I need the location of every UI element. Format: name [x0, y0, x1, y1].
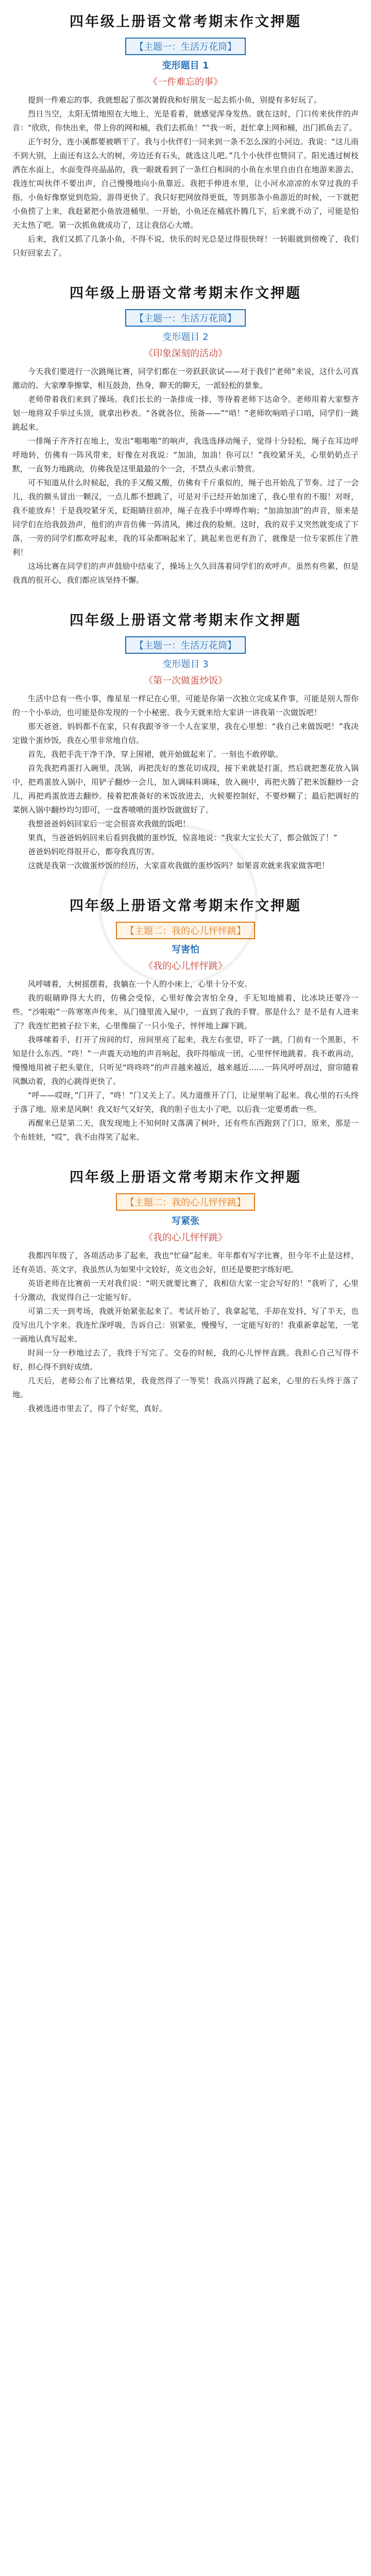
paragraph: 生活中总有一些小事，像星星一样记在心里，可能是你第一次独立完成某件事，可能是别人帮你的一个小举动，也可能是你发现的一个小秘密。我今天就来给大家讲一讲我第一次做饭吧！ — [12, 694, 359, 717]
essay-title: 《印象深刻的活动》 — [144, 348, 227, 359]
paragraph: 爸爸妈妈吃得很开心，都夸我真厉害。 — [28, 847, 160, 856]
paragraph: 几天后，老师公布了比赛结果，我竟然得了一等奖！我高兴得跳了起来，心里的石头终于落了地。 — [12, 1376, 359, 1399]
section-heading: 四年级上册语文常考期末作文押题 — [70, 613, 301, 629]
paragraph: 后来，我们又抓了几条小鱼，不得不说，快乐的时光总是过得很快呀！一转眼就到傍晚了，我们只好回家去了。 — [12, 234, 359, 258]
paragraph: 风呼啸着，大树摇摆着，我躺在一个人的小床上，心里十分不安。 — [28, 979, 252, 989]
section-heading: 四年级上册语文常考期末作文押题 — [70, 14, 301, 30]
paragraph: “呼——哎呀，”门开了，“咚！”门又关上了。风力道推开了门，让屋里响了起来。我心里的石头终于落了地。原来是风啊！我又好气又好笑，我的胆子也太小了吧，以后我一定要勇敢一些。 — [12, 1091, 359, 1114]
essay-section-4 — [12, 894, 359, 1144]
paragraph: 可第二天一到考场，我就开始紧张起来了。考试开始了，我拿起笔，手却在发抖，写了半天，也没写出几个字来。我连忙深呼吸，告诉自己：别紧张，慢慢写，一定能写好的！我重新拿起笔，一笔一画地认真写起来。 — [12, 1307, 359, 1344]
theme-tag: 【主题一：生活万花筒】 — [125, 38, 246, 55]
paragraph: 我的眼睛睁得大大的，仿佛会受惊，心里好像会害怕全身，手无知地捕着，比冰块还要冷一些。“沙啦啦”一阵寒寒声传来，从门缝里流入屋中，一直到了我的手臂。那是什么？是不是有人进来了？我连忙把被子拉下来，心里像揣了一只小兔子，怦怦地上蹿下跳。 — [12, 993, 359, 1030]
paragraph: 首先我把鸡蛋打入碗里，洗锅，再把洗好的葱花切成段，接下来就是打蛋，然后就把葱花放入锅中，把鸡蛋放入锅中，用铲子翻炒一会儿，加入调味料调味，放入碗中，再把火腾了把米饭翻炒一会儿，再把鸡蛋放进去翻炒。接着把准备好的米饭放进去，火候要控制好，不要炒糊了；最后把调好的菜倒入锅中翻炒均匀即可，一盘香喷喷的蛋炒饭就做好了。 — [12, 764, 359, 815]
variant-label: 变形题目 3 — [162, 659, 209, 670]
theme-tag: 【主题二：我的心儿怦怦跳】 — [116, 922, 255, 939]
variant-label: 写紧张 — [172, 1216, 199, 1227]
theme-tag: 【主题一：生活万花筒】 — [125, 309, 246, 327]
essay-title: 《一件难忘的事》 — [148, 77, 223, 88]
paragraph: 烈日当空，太阳无情地照在大地上，光是看着，就感觉浑身发热。就在这时，门口传来伙伴的声音：“欣欣，你快出来，带上你的网和桶，我们去抓鱼！”“我一听，赶忙拿上网和桶，出门抓鱼去了。 — [12, 109, 359, 132]
essay-section-3 — [12, 609, 359, 873]
essay-title: 《第一次做蛋炒饭》 — [144, 675, 227, 686]
paragraph: 正午时分，连小溪都要被晒干了。我与小伙伴们一同来到一条不怎么深的小河边。我说：“这儿雨不到大别，上面还有这么大的树，旁边还有石头，就选这儿吧。”几个小伙伴也赞同了。阳光透过树枝洒在水面上，水面变得亮晶晶的，我一眼就看到了一条红白相间的小鱼在水里自由自在地游来游去，我连忙叫伙伴不要出声，自己慢慢地向小鱼靠近。我把手伸进水里，让小河水凉凉的水穿过我的手指，小鱼好像察觉到危险，游得更快了。我只好把网放得更低，等到那条小鱼游近的时候，一下就把小鱼捞了上来，我赶紧把小鱼放进桶里。一开始，小鱼还在桶底扑腾几下，后来就不动了，可能是怕天太热了吧。第一次抓鱼就成功了，这让我信心大增。 — [12, 137, 359, 230]
essay-section-2 — [12, 282, 359, 587]
paragraph: 英语老师在比赛前一天对我们说：“明天就要比赛了，我相信大家一定会写好的！”我听了，心里十分激动，我觉得自己一定能写好。 — [12, 1279, 359, 1302]
paragraph: 我想爸爸妈妈回家后一定会很喜欢我做的饭吧！ — [28, 819, 191, 828]
theme-tag: 【主题一：生活万花筒】 — [125, 636, 246, 654]
paragraph: 我都四年级了，各项活动多了起来，我也“忙碌”起来。年年都有写字比赛，但今年不止是这样，还有英语、英文字，我虽然认为如果中文较好，英文也会好，但还是要把字练好吧。 — [12, 1251, 359, 1274]
paragraph: 那天爸爸、妈妈都不在家，只有我跟爷爷一个人在家里，我在心里想：“我自己来做饭吧！”我决定做个蛋炒饭，我在心里非常地自信。 — [12, 722, 359, 745]
paragraph: 我哆嗦着手，打开了房间的灯，房间里亮了起来，我左右张望，吓了一跳，门前有一个黑影，不知是什么东西。“咚！”一声震天动地的声音响起，我吓得缩成一团，心里怦怦地跳着。我不敢再动，慢慢地用被子把头蒙住，只听见“咚咚咚”的声音越来越近，越来越近……一阵风呼呼刮过，窗帘随着风飘动着，我的心跳得更快了。 — [12, 1035, 359, 1086]
paragraph: 我被选进市里去了，得了个好奖，真好。 — [28, 1404, 167, 1413]
essay-section-1 — [12, 10, 359, 260]
paragraph: 可不知道从什么时候起，我的手又酸又酸，仿佛有千斤重似的，绳子也开始乱了节奏。过了一会儿，我的额头冒出一颗汉，一点儿都不想跳了，可是对手已经开始加速了，我心里有的不服！对呀，我不能放弃！于是我咬紧牙关，眨眼睛往前冲，绳子在我手中哗哗作响；“加油加油”的声音，原来是同学们在给我鼓劲声，他们的声音仿佛一阵清风，拂过我的脸颊。这时，我的双手又突然就变成了下落，一旁的同学们都欢呼起来，我的耳朵都响起来了，跳起来也更有劲了，就像是一位专家抓住了胜利！ — [12, 478, 359, 557]
essay-title: 《我的心儿怦怦跳》 — [144, 961, 227, 972]
variant-label: 变形题目 2 — [162, 332, 209, 343]
paragraph: 今天我们要进行一次跳绳比赛，同学们都在一旁跃跃欲试——对于我们“老师”来说，这什么可真激动的。大家摩拳擦掌，相互鼓劲，热身，聊天的聊天，一派轻松的景象。 — [12, 367, 359, 390]
paragraph: 提到一件难忘的事，我就想起了那次暑假我和好朋友一起去抓小鱼，别提有多好玩了。 — [28, 95, 322, 105]
paragraph: 果真，当爸爸妈妈回来后看到我做的蛋炒饭，惊喜地说：“我家大宝长大了，都会做饭了！” — [28, 833, 338, 842]
paragraph: 时间一分一秒地过去了，我终于写完了。交卷的时候，我的心儿怦怦直跳。我担心自己写得不好，担心得不到好成绩。 — [12, 1348, 359, 1371]
theme-tag: 【主题二：我的心儿怦怦跳】 — [116, 1193, 255, 1211]
paragraph: 这场比赛在同学们的声声鼓励中结束了，操场上久久回荡着同学们的欢呼声。虽然有些累，但是我真的很开心，我们都应该坚持不懈。 — [12, 562, 359, 585]
paragraph: 老师带着我们来到了操场。我们长长的一条排成一排，等待着老师下达命令。老师用着大家整齐划一地将双手举过头顶，就拿出秒表。“各就各位，预备——”“哨！”老师吹响哨子口哨，同学们一跳跳起来。 — [12, 395, 359, 432]
essay-section-5 — [12, 1166, 359, 1416]
essay-title: 《我的心儿怦怦跳》 — [144, 1232, 227, 1243]
section-heading: 四年级上册语文常考期末作文押题 — [70, 1170, 301, 1185]
variant-label: 写害怕 — [172, 944, 199, 955]
section-heading: 四年级上册语文常考期末作文押题 — [70, 898, 301, 914]
variant-label: 变形题目 1 — [162, 60, 209, 71]
paragraph: 一排绳子齐齐打在地上，发出“啪啪啪”的响声，我选选择动绳子，觉得十分轻松，绳子在耳边呼呼地转，仿佛有一阵风带来，好像在对我说：“加油，加油！你可以！”我咬紧牙关，心里奶奶点子默，一直努力地跳动，仿佛我是这里最最的个一会，不禁点头索示赞赏。 — [12, 436, 359, 473]
paragraph: 这就是我第一次做蛋炒饭的经历，大家喜欢我做的蛋炒饭吗？如果喜欢就来我家做客吧！ — [28, 861, 330, 870]
paragraph: 首先，我把手洗干净干净，穿上围裙，就开始做起来了。一刻也不敢停歇。 — [28, 750, 283, 759]
section-heading: 四年级上册语文常考期末作文押题 — [70, 285, 301, 301]
paragraph: 再醒来已是第二天，我发现地上不知何时又落满了树叶，还有些东西跑到了门口，原来，那是一个布娃娃，“哎”，我不由得笑了起来。 — [12, 1118, 359, 1142]
